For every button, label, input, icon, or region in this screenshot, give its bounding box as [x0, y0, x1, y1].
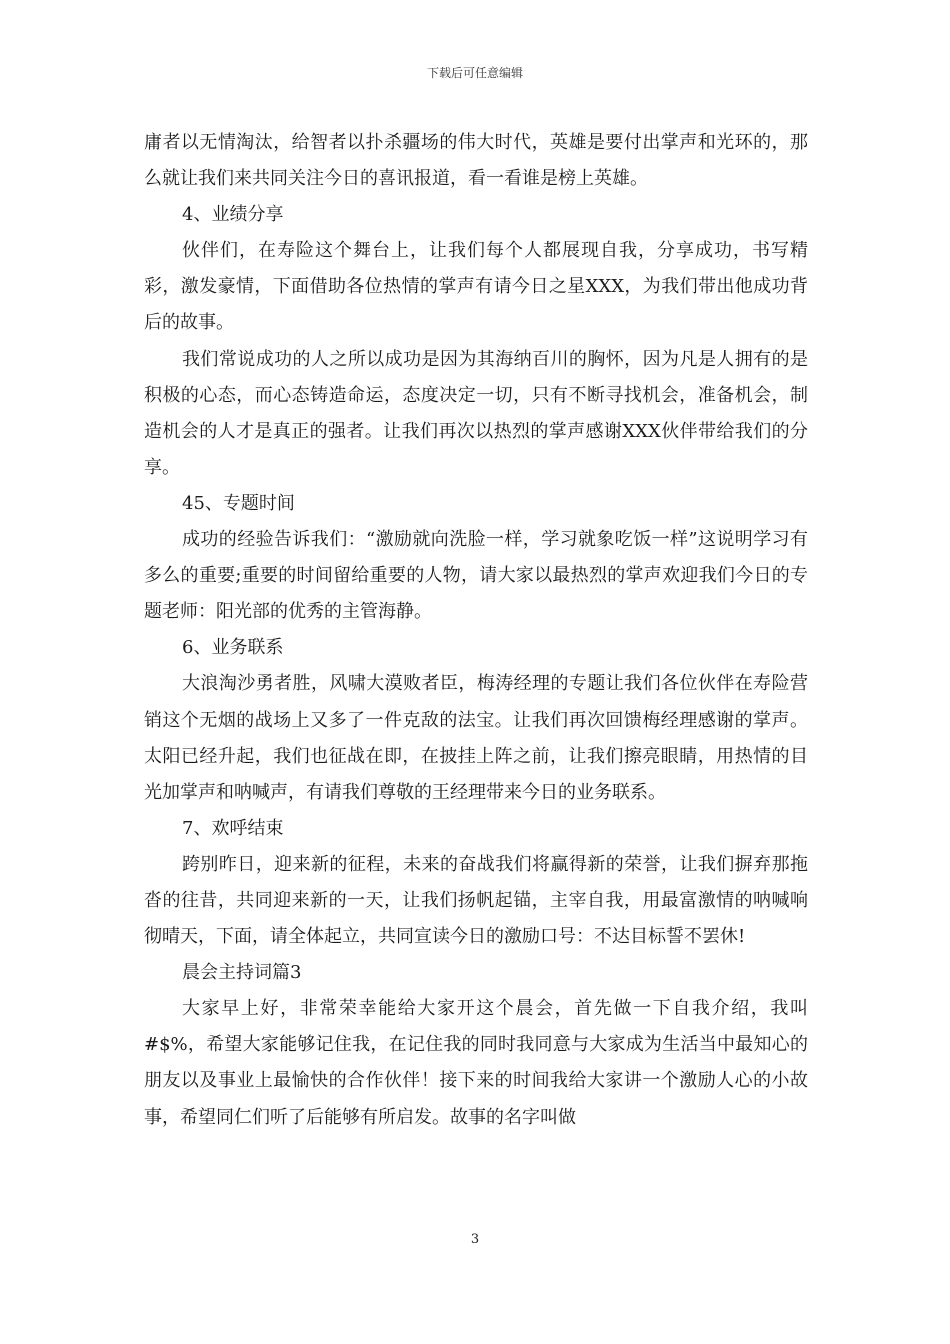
section-heading-business-contact: 6、业务联系: [182, 637, 284, 659]
paragraph: 成功的经验告诉我们：“激励就向洗脸一样，学习就象吃饭一样”这说明学习有多么的重要;重要的时间留给重要的人物，请大家以最热烈的掌声欢迎我们今日的专题老师：阳光部的优秀的主管海静。: [144, 529, 808, 623]
paragraph: 我们常说成功的人之所以成功是因为其海纳百川的胸怀，因为凡是人拥有的是积极的心态，而心态铸造命运，态度决定一切，只有不断寻找机会，准备机会，制造机会的人才是真正的强者。让我们再次以热烈的掌声感谢XXX伙伴带给我们的分享。: [144, 348, 808, 478]
page-header: 下载后可任意编辑: [426, 66, 523, 80]
section-heading-performance-sharing: 4、业绩分享: [182, 204, 284, 226]
document-body: [144, 125, 808, 1136]
section-heading-chapter-3: 晨会主持词篇3: [182, 962, 302, 984]
page-number: 3: [470, 1232, 480, 1247]
section-heading-topic-time: 45、专题时间: [182, 492, 295, 514]
section-heading-cheer-end: 7、欢呼结束: [182, 817, 284, 839]
paragraph: 伙伴们，在寿险这个舞台上，让我们每个人都展现自我，分享成功，书写精彩，激发豪情，下面借助各位热情的掌声有请今日之星XXX，为我们带出他成功背后的故事。: [144, 240, 808, 334]
paragraph: 大家早上好，非常荣幸能给大家开这个晨会，首先做一下自我介绍，我叫#$%，希望大家能够记住我，在记住我的同时我同意与大家成为生活当中最知心的朋友以及事业上最愉快的合作伙伴！接下来的时间我给大家讲一个激励人心的小故事，希望同仁们听了后能够有所启发。故事的名字叫做: [144, 998, 808, 1128]
paragraph: 大浪淘沙勇者胜，风啸大漠败者臣，梅涛经理的专题让我们各位伙伴在寿险营销这个无烟的战场上又多了一件克敌的法宝。让我们再次回馈梅经理感谢的掌声。太阳已经升起，我们也征战在即，在披挂上阵之前，让我们擦亮眼睛，用热情的目光加掌声和呐喊声，有请我们尊敬的王经理带来今日的业务联系。: [144, 673, 808, 803]
paragraph-continuation: 庸者以无情淘汰，给智者以扑杀疆场的伟大时代，英雄是要付出掌声和光环的，那么就让我们来共同关注今日的喜讯报道，看一看谁是榜上英雄。: [144, 132, 808, 190]
paragraph: 跨别昨日，迎来新的征程，未来的奋战我们将赢得新的荣誉，让我们摒弃那拖沓的往昔，共同迎来新的一天，让我们扬帆起锚，主宰自我，用最富激情的呐喊响彻晴天，下面，请全体起立，共同宣读今日的激励口号：不达目标誓不罢休!: [144, 853, 808, 948]
